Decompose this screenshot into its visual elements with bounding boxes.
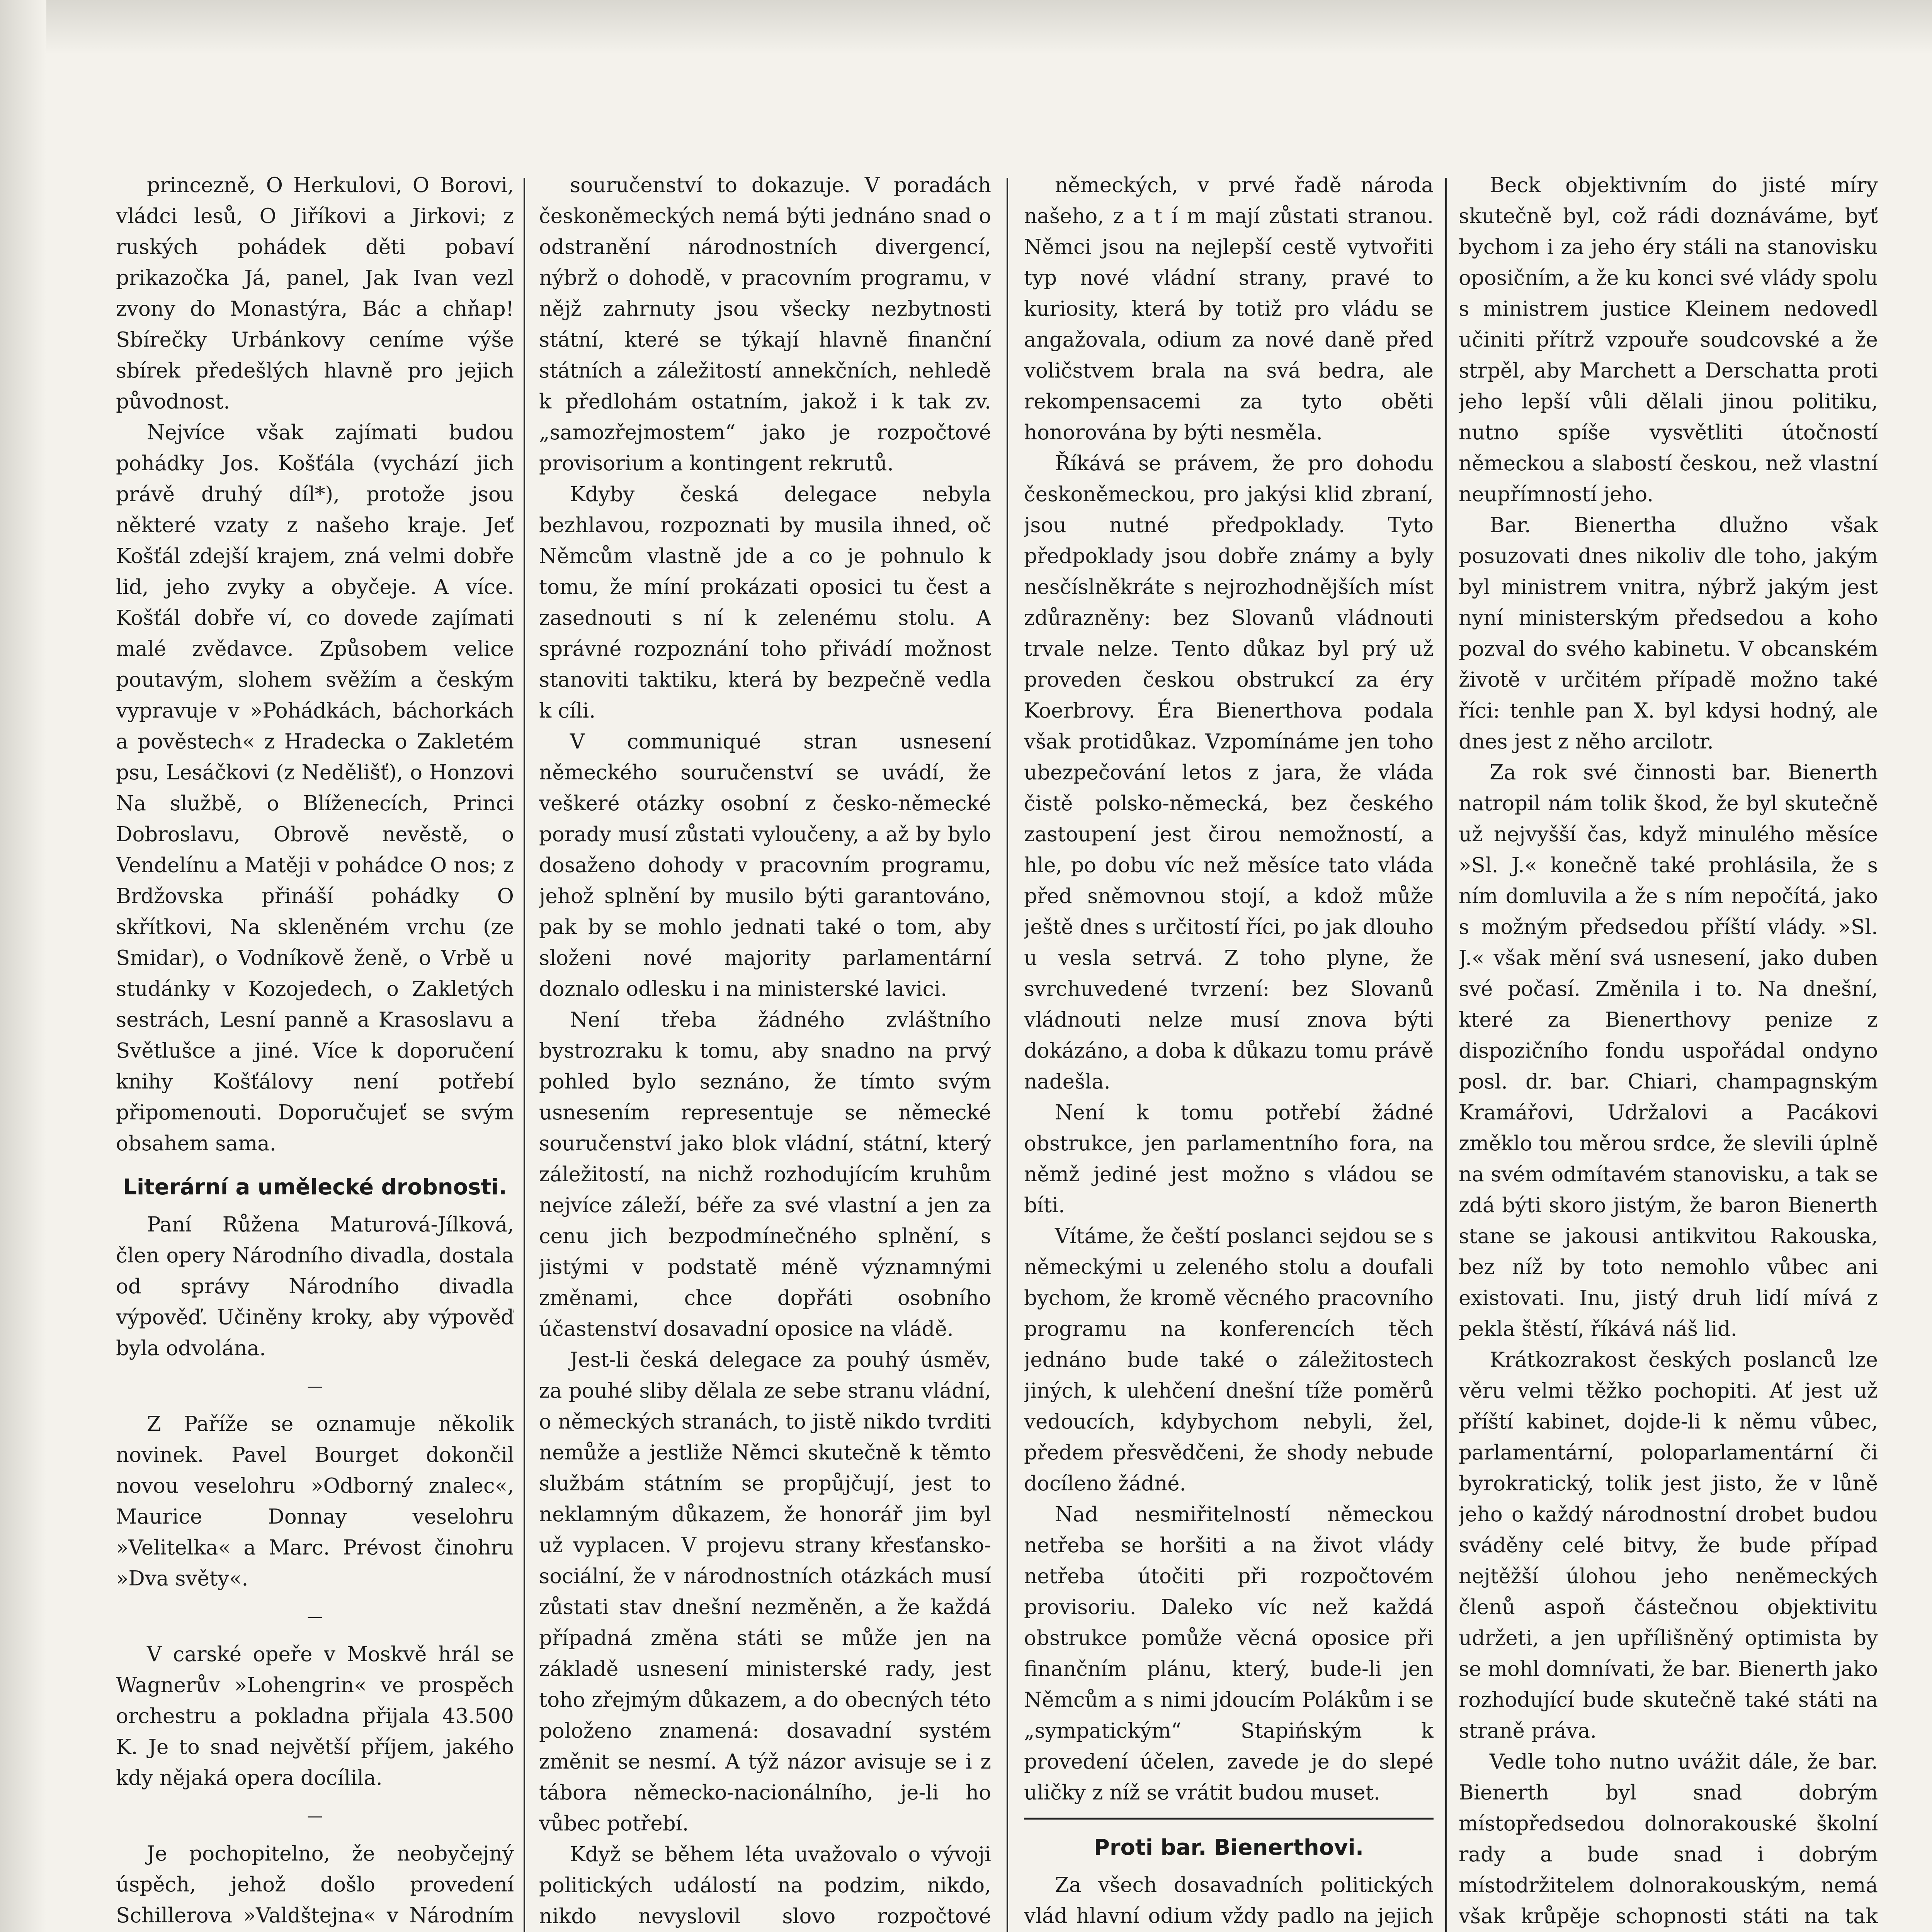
separator: —	[307, 1608, 323, 1626]
paragraph: V carské opeře v Moskvě hrál se Wagnerův »Lohengrin« ve prospěch orchestru a pokladna přijala 43.500 K. Je to snad největší příjem, jakého kdy nějaká opera docílila.	[116, 1643, 514, 1790]
column-rule	[524, 178, 525, 1932]
paragraph: souručenství to dokazuje. V poradách českoněmeckých nemá býti jednáno snad o odstranění národnostních divergencí, nýbrž o dohodě, v pracovním programu, v nějž zahrnuty jsou všecky nezbytnosti státní, které se týkají hlavně finanční státních a záležitostí annekčních, nehledě k předlohám ostatním, jakož i k tak zv. „samozřejmostem“ jako je rozpočtové provisorium a kontingent rekrutů.	[539, 173, 991, 475]
paragraph: Není třeba žádného zvláštního bystrozraku k tomu, aby snadno na prvý pohled bylo seznáno, že tímto svým usnesením representuje se německé souručenství jako blok vládní, státní, který záležitostí, na nichž rozhodujícím kruhům nejvíce záleží, béře za své vlastní a jen za cenu jich bezpodmínečného splnění, s jistými v podstatě méně významnými změnami, chce dopřáti osobního účastenství dosavadní oposice na vládě.	[539, 1008, 991, 1341]
paragraph: Paní Růžena Maturová-Jílková, člen opery Národního divadla, dostala od správy Národního divadla výpověď. Učiněny kroky, aby výpověď byla odvolána.	[116, 1213, 514, 1360]
column-rule	[1445, 178, 1447, 1932]
paragraph: Když se během léta uvažovalo o vývoji politických událostí na podzim, nikdo, nikdo nevyslovil slovo rozpočtové	[539, 1843, 991, 1928]
paragraph: Kdyby česká delegace nebyla bezhlavou, rozpoznati by musila ihned, oč Němcům vlastně jde a co je pohnulo k tomu, že míní prokázati oposici tu čest a zasednouti s ní k zelenému stolu. A správné rozpoznání toho přivádí možnost stanoviti taktiku, která by bezpečně vedla k cíli.	[539, 483, 991, 723]
page-top-shadow	[0, 0, 1932, 54]
divider	[1024, 1818, 1434, 1820]
paragraph: Za všech dosavadních politických vlád hlavní odium vždy padlo na jejich	[1024, 1873, 1434, 1928]
paragraph: Krátkozrakost českých poslanců lze věru velmi těžko pochopiti. Ať jest už příští kabinet, dojde-li k němu vůbec, parlamentární, poloparlamentární či byrokratický, tolik jest jisto, že v lůně jeho o každý národnostní drobet budou sváděny celé bitvy, že bude případ nejtěžší úlohou jeho neněmeckých členů aspoň částečnou objektivitu udržeti, a jen upřílišněný optimista by se mohl domnívati, že bar. Bienerth jako rozhodující bude skutečně také státi na straně práva.	[1459, 1348, 1878, 1743]
separator: —	[307, 1807, 323, 1825]
paragraph: Z Paříže se oznamuje několik novinek. Pavel Bourget dokončil novou veselohru »Odborný znalec«, Maurice Donnay veselohru »Velitelka« a Marc. Prévost činohru »Dva světy«.	[116, 1412, 514, 1590]
paragraph: Vítáme, že čeští poslanci sejdou se s německými u zeleného stolu a doufali bychom, že kromě věcného pracovního programu na konferencích těch jednáno bude také o záležitostech jiných, k ulehčení dnešní tíže poměrů vedoucích, kdybychom nebyli, žel, předem přesvědčeni, že shody nebude docíleno žádné.	[1024, 1225, 1434, 1495]
paragraph: Jest-li česká delegace za pouhý úsměv, za pouhé sliby dělala ze sebe stranu vládní, o německých stranách, to jistě nikdo tvrditi nemůže a jestliže Němci skutečně k těmto službám státním se propůjčují, jest to neklamným důkazem, že honorář jim byl už vyplacen. V projevu strany křesťansko-sociální, že v národnostních otázkách musí zůstati stav dnešní nezměněn, a že každá případná změna státi se může jen na základě usnesení ministerské rady, jest toho zřejmým důkazem, a do obecných této položeno znamená: dosavadní systém změnit se nesmí. A týž názor avisuje se i z tábora německo-nacionálního, je-li ho vůbec potřebí.	[539, 1348, 991, 1835]
paragraph: princezně, O Herkulovi, O Borovi, vládci lesů, O Jiříkovi a Jirkovi; z ruských pohádek děti pobaví prikazočka Já, panel, Jak Ivan vezl zvony do Monastýra, Bác a chňap! Sbírečky Urbánkovy ceníme výše sbírek předešlých hlavně pro jejich původnost.	[116, 173, 514, 413]
separator: —	[307, 1378, 323, 1395]
paragraph: Beck objektivním do jisté míry skutečně byl, což rádi doznáváme, byť bychom i za jeho éry stáli na stanovisku oposičním, a že ku konci své vlády spolu s ministrem justice Kleinem nedovedl učiniti přítrž vzpouře soudcovské a že strpěl, aby Marchett a Derschatta proti jeho lepší vůli dělali jinou politiku, nutno spíše vysvětliti útočností německou a slabostí českou, než vlastní neupřímností jeho.	[1459, 173, 1878, 506]
column-rule	[1007, 178, 1008, 1932]
paragraph: Nad nesmiřitelností německou netřeba se horšiti a na život vlády netřeba útočiti při rozpočtovém provisoriu. Daleko víc než každá obstrukce pomůže věcná oposice při finančním plánu, který, bude-li jen Němcům a s nimi jdoucím Polákům i se „sympatickým“ Stapińským k provedení účelen, zavede je do slepé uličky z níž se vrátit budou muset.	[1024, 1503, 1434, 1804]
paragraph: Je pochopitelno, že neobyčejný úspěch, jehož došlo provedení Schillerova »Valdštejna« v Národním	[116, 1842, 514, 1927]
paragraph: Není k tomu potřebí žádné obstrukce, jen parlamentního fora, na němž jediné jest možno s vládou se bíti.	[1024, 1101, 1434, 1217]
section-heading-literary: Literární a umělecké drobnosti.	[123, 1175, 507, 1200]
column-2	[539, 170, 991, 1932]
column-1	[116, 170, 514, 1932]
paragraph: Bar. Bienertha dlužno však posuzovati dnes nikoliv dle toho, jakým byl ministrem vnitra, nýbrž jakým jest nyní ministerským předsedou a koho pozval do svého kabinetu. V obcanském životě v určitém případě možno také říci: tenhle pan X. byl kdysi hodný, ale dnes jest z něho arcilotr.	[1459, 514, 1878, 753]
page-left-shadow	[0, 0, 46, 1932]
article-heading: Proti bar. Bienerthovi.	[1094, 1835, 1364, 1860]
column-3	[1024, 170, 1434, 1932]
paragraph: Vedle toho nutno uvážit dále, že bar. Bienerth byl snad dobrým místopředsedou dolnorakouské školní rady a bude snad i dobrým místodržitelem dolnorakouským, nemá však krůpěje schopnosti státi na tak	[1459, 1750, 1878, 1928]
column-4	[1459, 170, 1878, 1932]
paragraph: V communiqué stran usnesení německého souručenství se uvádí, že veškeré otázky osobní z česko-německé porady musí zůstati vyloučeny, a až by bylo dosaženo dohody v pracovním programu, jehož splnění by musilo býti garantováno, pak by se mohlo jednati také o tom, aby složeni nové majority parlamentární doznalo odlesku i na ministerské lavici.	[539, 730, 991, 1001]
paragraph: Za rok své činnosti bar. Bienerth natropil nám tolik škod, že byl skutečně už nejvyšší čas, když minulého měsíce »Sl. J.« konečně také prohlásila, že s ním domluvila a že s ním nepočítá, jako s možným předsedou příští vlády. »Sl. J.« však mění svá usnesení, jako duben své počasí. Změnila i to. Na dnešní, které za Bienerthovy penize z dispozičního fondu uspořádal ondyno posl. dr. bar. Chiari, champagnským Kramářovi, Udržalovi a Pacákovi změklo tou měrou srdce, že slevili úplně na svém odmítavém stanovisku, a tak se zdá býti skoro jistým, že baron Bienerth stane se jakousi antikvitou Rakouska, bez níž by toto nemohlo vůbec ani existovati. Inu, jistý druh lidí mívá z pekla štěstí, říkává náš lid.	[1459, 761, 1878, 1341]
paragraph: Nejvíce však zajímati budou pohádky Jos. Košťála (vychází jich právě druhý díl*), protože jsou některé vzaty z našeho kraje. Jeť Košťál zdejší krajem, zná velmi dobře lid, jeho zvyky a obyčeje. A více. Košťál dobře ví, co dovede zajímati malé zvědavce. Způsobem velice poutavým, slohem svěžím a českým vypravuje v »Pohádkách, báchorkách a pověstech« z Hradecka o Zakletém psu, Lesáčkovi (z Nedělišť), o Honzovi Na službě, o Blíženecích, Princi Dobroslavu, Obrově nevěstě, o Vendelínu a Matěji v pohádce O nos; z Brdžovska přináší pohádky O skřítkovi, Na skleněném vrchu (ze Smidar), o Vodníkově ženě, o Vrbě u studánky v Kozojedech, o Zakletých sestrách, Lesní panně a Krasoslavu a Světlušce a jiné. Více k doporučení knihy Košťálovy není potřebí připomenouti. Doporučujeť se svým obsahem sama.	[116, 421, 514, 1155]
paragraph: Říkává se právem, že pro dohodu českoněmeckou, pro jakýsi klid zbraní, jsou nutné předpoklady. Tyto předpoklady jsou dobře známy a byly nesčíslněkráte s nejrozhodnějších míst zdůrazněny: bez Slovanů vládnouti trvale nelze. Tento důkaz byl prý už proveden českou obstrukcí za éry Koerbrovy. Éra Bienerthova podala však protidůkaz. Vzpomínáme jen toho ubezpečování letos z jara, že vláda čistě polsko-německá, bez českého zastoupení jest čirou nemožností, a hle, po dobu víc než měsíce tato vláda před sněmovnou stojí, a kdož může ještě dnes s určitostí říci, po jak dlouho u vesla setrvá. Z toho plyne, že svrchuvedené tvrzení: bez Slovanů vládnouti nelze musí znova býti dokázáno, a doba k důkazu tomu právě nadešla.	[1024, 452, 1434, 1094]
paragraph: německých, v prvé řadě národa našeho, z a t í m mají zůstati stranou. Němci jsou na nejlepší cestě vytvořiti typ nové vládní strany, pravé to kuriosity, která by totiž pro vládu se angažovala, odium za nové daně před voličstvem brala na svá bedra, ale rekompensacemi za tyto oběti honorována by býti nesměla.	[1024, 173, 1434, 444]
